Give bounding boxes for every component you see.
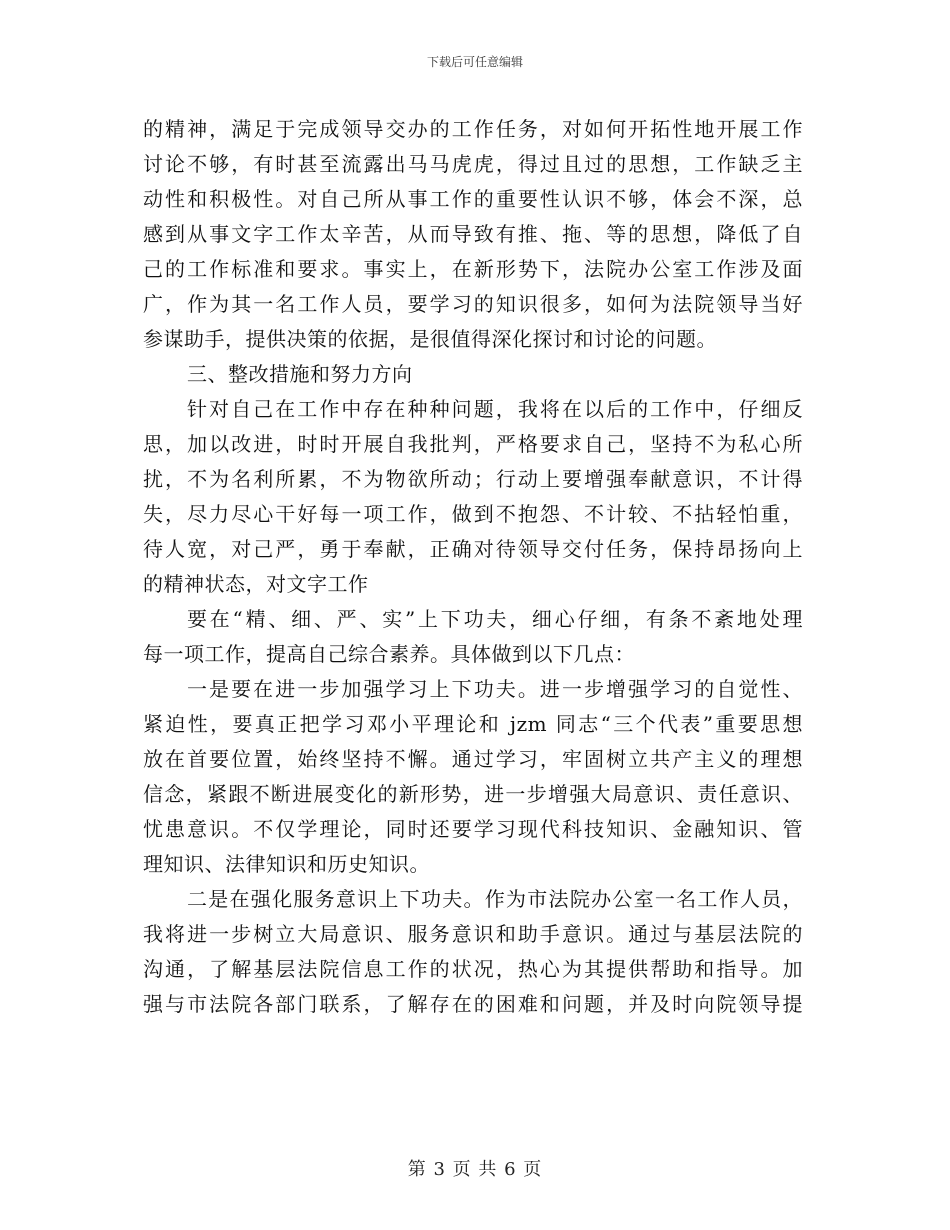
- text-line: 己的工作标准和要求。事实上，在新形势下，法院办公室工作涉及面: [143, 257, 803, 281]
- text-line: 的精神状态，对文字工作: [143, 572, 369, 596]
- text-line: 每一项工作，提高自己综合素养。具体做到以下几点：: [143, 642, 635, 666]
- text-line: 一是要在进一步加强学习上下功夫。进一步增强学习的自觉性、: [187, 677, 803, 701]
- text-line: 强与市法院各部门联系，了解存在的困难和问题，并及时向院领导提: [143, 992, 803, 1016]
- text-line: 针对自己在工作中存在种种问题，我将在以后的工作中，仔细反: [187, 397, 803, 421]
- body-text: [143, 112, 803, 1022]
- text-line: 参谋助手，提供决策的依据，是很值得深化探讨和讨论的问题。: [143, 327, 717, 351]
- text-line: 思，加以改进，时时开展自我批判，严格要求自己，坚持不为私心所: [143, 432, 803, 456]
- text-line: 的精神，满足于完成领导交办的工作任务，对如何开拓性地开展工作: [143, 117, 803, 141]
- text-line: 要在“精、细、严、实”上下功夫，细心仔细，有条不紊地处理: [187, 607, 803, 631]
- text-line: 感到从事文字工作太辛苦，从而导致有推、拖、等的思想，降低了自: [143, 222, 803, 246]
- text-line: 二是在强化服务意识上下功夫。作为市法院办公室一名工作人员，: [187, 887, 803, 911]
- text-line: 理知识、法律知识和历史知识。: [143, 852, 430, 876]
- page-header: 下载后可任意编辑: [426, 55, 523, 69]
- text-line: 我将进一步树立大局意识、服务意识和助手意识。通过与基层法院的: [143, 922, 803, 946]
- text-line: 信念，紧跟不断进展变化的新形势，进一步增强大局意识、责任意识、: [143, 782, 803, 806]
- section-heading: 三、整改措施和努力方向: [187, 362, 413, 386]
- text-line: 扰，不为名利所累，不为物欲所动；行动上要增强奉献意识，不计得: [143, 467, 803, 491]
- text-line: 紧迫性，要真正把学习邓小平理论和 jzm 同志“三个代表”重要思想: [143, 712, 803, 736]
- text-line: 忧患意识。不仅学理论，同时还要学习现代科技知识、金融知识、管: [143, 817, 803, 841]
- text-line: 放在首要位置，始终坚持不懈。通过学习，牢固树立共产主义的理想: [143, 747, 803, 771]
- text-line: 待人宽，对己严，勇于奉献，正确对待领导交付任务，保持昂扬向上: [143, 537, 803, 561]
- page-number-footer: 第 3 页 共 6 页: [407, 1159, 543, 1180]
- text-line: 沟通，了解基层法院信息工作的状况，热心为其提供帮助和指导。加: [143, 957, 803, 981]
- text-line: 广，作为其一名工作人员，要学习的知识很多，如何为法院领导当好: [143, 292, 803, 316]
- text-line: 讨论不够，有时甚至流露出马马虎虎，得过且过的思想，工作缺乏主: [143, 152, 803, 176]
- text-line: 失，尽力尽心干好每一项工作，做到不抱怨、不计较、不拈轻怕重，: [143, 502, 803, 526]
- text-line: 动性和积极性。对自己所从事工作的重要性认识不够，体会不深，总: [143, 187, 803, 211]
